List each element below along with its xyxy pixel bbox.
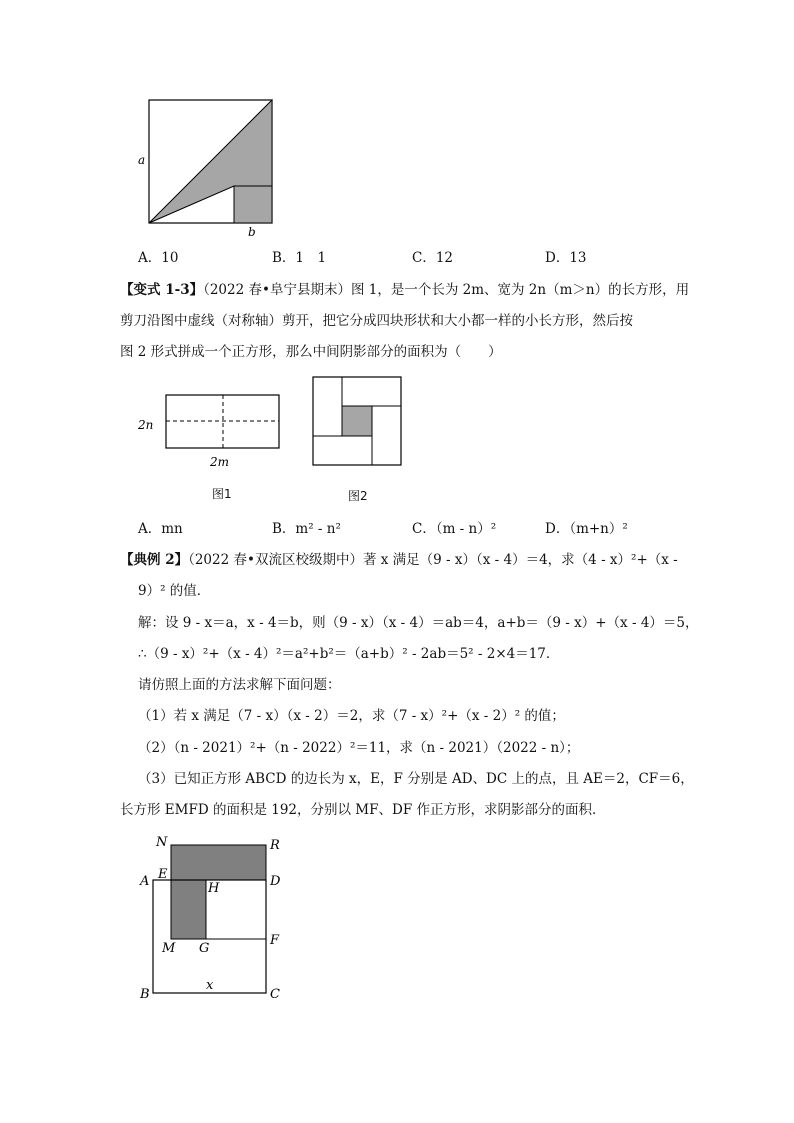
example-part-3-cont: 长方形 EMFD 的面积是 192，分别以 MF、DF 作正方形，求阴影部分的面积． bbox=[120, 802, 606, 818]
example-tag: 【典例 2】 bbox=[120, 552, 189, 568]
label-a: a bbox=[138, 153, 146, 167]
option-c: C．12 bbox=[412, 250, 454, 266]
example-part-3: （3）已知正方形 ABCD 的边长为 x，E，F 分别是 AD、DC 上的点，且 AE＝2，CF＝6， bbox=[138, 771, 694, 787]
figure-square-abcd bbox=[136, 832, 296, 1012]
figure-square-triangle bbox=[138, 94, 288, 244]
example-line-1: 【典例 2】（2022 春•双流区校级期中）著 x 满足（9 - x）（x - 4）＝4，求（4 - x）²+（x - bbox=[120, 552, 678, 568]
label-2m: 2m bbox=[210, 455, 230, 469]
example-instruction: 请仿照上面的方法求解下面问题： bbox=[138, 677, 341, 693]
label-b-point: B bbox=[140, 987, 150, 1002]
example-part-2: （2）（n - 2021）²+（n - 2022）²＝11，求（n - 2021）（2022 - n）； bbox=[138, 740, 580, 756]
label-e: E bbox=[158, 867, 168, 882]
option-b: B．1 1 bbox=[272, 250, 327, 266]
label-r: R bbox=[270, 838, 280, 853]
label-a-point: A bbox=[140, 874, 150, 889]
figure-rectangle-dashed bbox=[130, 385, 290, 505]
option-d: D．13 bbox=[545, 250, 587, 266]
variant-option-c: C．（m - n）² bbox=[412, 521, 497, 537]
variant-line-2: 剪刀沿图中虚线（对称轴）剪开，把它分成四块形状和大小都一样的小长方形，然后按 bbox=[120, 313, 633, 329]
label-f: F bbox=[270, 933, 280, 948]
variant-line-3: 图 2 形式拼成一个正方形，那么中间阴影部分的面积为（ ） bbox=[120, 344, 502, 360]
figure-square-pinwheel bbox=[310, 374, 405, 469]
label-g: G bbox=[199, 941, 210, 956]
variant-option-a: A．mn bbox=[138, 521, 183, 537]
example-part-1: （1）若 x 满足（7 - x）（x - 2）＝2，求（7 - x）²+（x - 2）² 的值； bbox=[138, 708, 565, 724]
label-2n: 2n bbox=[138, 418, 154, 432]
caption-fig1: 图1 bbox=[212, 487, 232, 501]
label-d: D bbox=[270, 874, 281, 889]
example-solution-1: 解：设 9 - x＝a，x - 4＝b，则（9 - x）（x - 4）＝ab＝4，a+b＝（9 - x）+（x - 4）＝5， bbox=[138, 615, 699, 631]
example-solution-2: ∴（9 - x）²+（x - 4）²＝a²+b²＝（a+b）² - 2ab＝5² - 2×4＝17． bbox=[138, 646, 560, 662]
variant-option-d: D．（m+n）² bbox=[545, 521, 628, 537]
label-n: N bbox=[156, 835, 168, 850]
label-c: C bbox=[270, 987, 280, 1002]
label-m: M bbox=[162, 941, 176, 956]
example-line-2: 9）² 的值． bbox=[138, 583, 211, 599]
label-x: x bbox=[206, 978, 214, 993]
label-h: H bbox=[208, 881, 220, 896]
label-b: b bbox=[248, 225, 256, 239]
variant-tag: 【变式 1-3】 bbox=[120, 282, 204, 298]
variant-line-1: 【变式 1-3】（2022 春•阜宁县期末）图 1，是一个长为 2m、宽为 2n（m＞n）的长方形，用 bbox=[120, 282, 690, 298]
option-a: A．10 bbox=[138, 250, 179, 266]
variant-option-b: B．m² - n² bbox=[272, 521, 341, 537]
caption-fig2: 图2 bbox=[348, 489, 368, 503]
